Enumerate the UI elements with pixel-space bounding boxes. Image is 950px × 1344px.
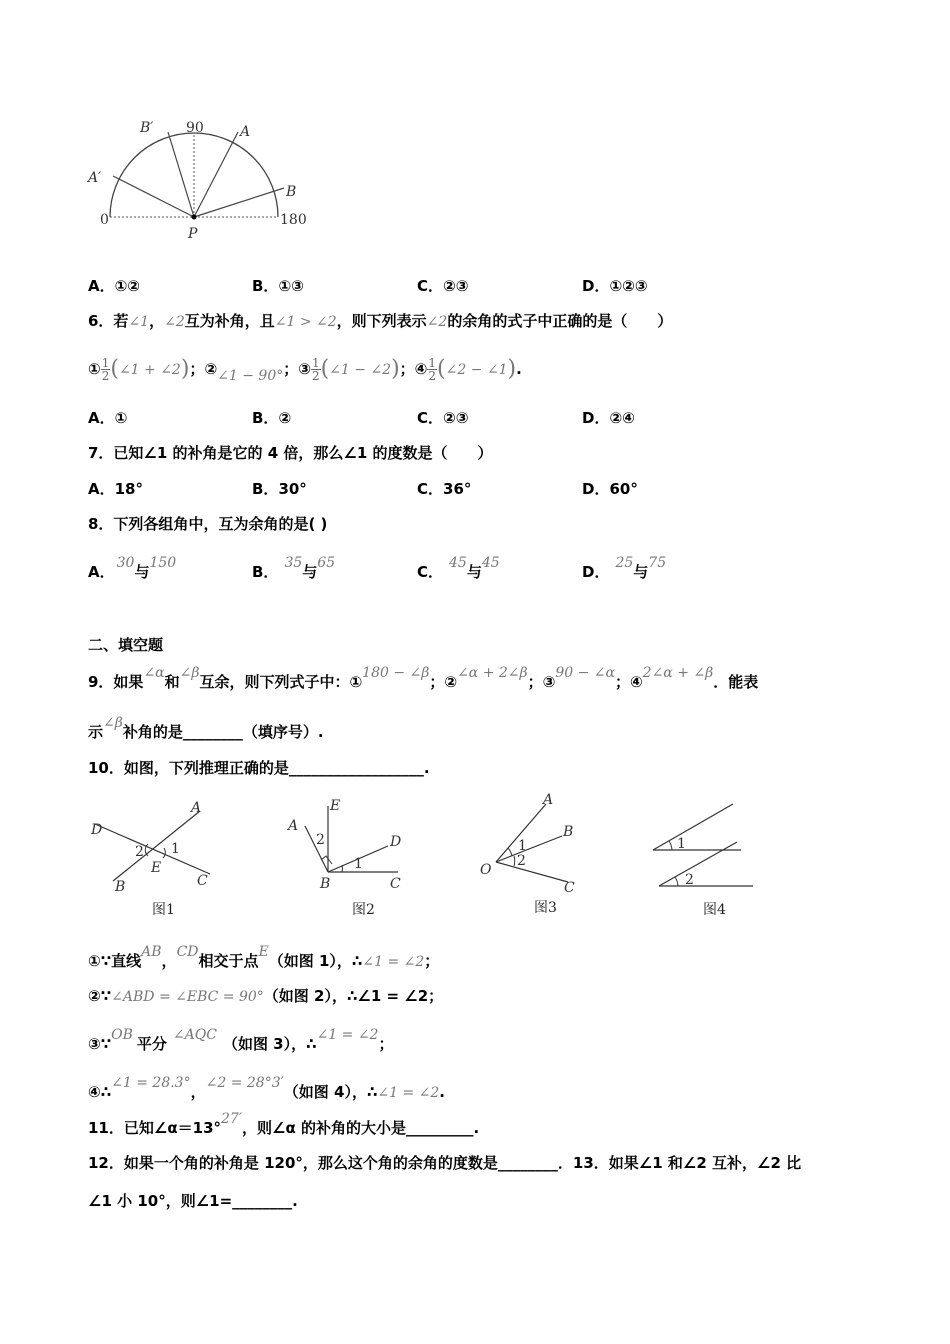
q9-line2: 示∠β补角的是________（填序号）.	[88, 715, 324, 741]
label-a-prime: A′	[88, 170, 102, 186]
label-90: 90	[186, 120, 204, 136]
fig4-caption: 图4	[703, 902, 726, 918]
fig3-c: C	[564, 880, 575, 896]
q6-option-c: C．②③	[417, 409, 469, 427]
label-p: P	[188, 226, 198, 242]
section-title: 二、填空题	[88, 636, 164, 654]
q10-reason-3: ③∵OB 平分 ∠AQC （如图 3），∴∠1 = ∠2；	[88, 1027, 394, 1053]
fig2-1: 1	[354, 856, 363, 872]
fig1-c: C	[197, 873, 208, 889]
label-b: B	[286, 184, 297, 200]
q6-option-d: D．②④	[582, 409, 635, 427]
q6-expressions: ① $\frac{1}{2}$ (∠1 + ∠2)；②∠1 − 90°；③ $\frac{1}{2}$ (∠1 − ∠2)；④ $\frac{1}{2}$ (∠2 − ∠1).	[88, 356, 522, 384]
q12-line1: 12．如果一个角的补角是 120°，那么这个角的余角的度数是________．13．如果∠1 和∠2 互补，∠2 比	[88, 1154, 802, 1172]
fig2-d: D	[390, 834, 402, 850]
fig3-caption: 图3	[534, 900, 557, 915]
q8-option-b: B． 35与65	[252, 555, 336, 581]
fig1-1: 1	[171, 841, 180, 857]
q6-stem: 6．若∠1，∠2互为补角，且∠1 > ∠2，则下列表示∠2的余角的式子中正确的是（ ）	[88, 312, 673, 330]
figure-3	[470, 790, 610, 915]
q9-line1: 9．如果∠α和∠β互余，则下列式子中：①180 − ∠β；②∠α + 2∠β；③90 − ∠α；④2∠α + ∠β．能表	[88, 665, 759, 691]
q5-option-d: D．①②③	[582, 277, 648, 295]
fig4-2: 2	[685, 872, 694, 888]
q5-option-b: B．①③	[252, 277, 304, 295]
q11: 11．已知∠α＝13°27′，则∠α 的补角的大小是_________.	[88, 1111, 480, 1137]
q8-option-d: D． 25与75	[582, 555, 667, 581]
fig1-2: 2	[135, 844, 144, 860]
q7-option-b: B．30°	[252, 480, 307, 498]
q7-option-a: A．18°	[88, 480, 143, 498]
label-a: A	[240, 124, 251, 140]
q7-stem: 7．已知∠1 的补角是它的 4 倍，那么∠1 的度数是（ ）	[88, 444, 493, 462]
q10-reason-1: ①∵直线AB，CD相交于点E（如图 1），∴∠1 = ∠2；	[88, 944, 440, 970]
figure-4	[645, 796, 765, 921]
fig2-e: E	[330, 798, 341, 814]
q10-stem: 10．如图，下列推理正确的是__________________.	[88, 759, 430, 777]
figure-1	[85, 796, 225, 921]
fig3-o: O	[480, 862, 492, 878]
q12-line2: ∠1 小 10°，则∠1=________.	[88, 1192, 298, 1210]
fig3-2: 2	[517, 853, 526, 869]
q8-option-a: A． 30与150	[88, 555, 177, 581]
q5-option-a: A．①②	[88, 277, 141, 295]
label-0: 0	[100, 212, 109, 228]
fig2-2: 2	[316, 832, 325, 848]
q6-option-b: B．②	[252, 409, 292, 427]
fig2-b: B	[320, 876, 331, 892]
q6-option-a: A．①	[88, 409, 128, 427]
q10-reason-2: ②∵∠ABD = ∠EBC = 90°（如图 2），∴∠1 = ∠2；	[88, 987, 444, 1005]
fig1-caption: 图1	[152, 902, 175, 918]
q7-option-c: C．36°	[417, 480, 472, 498]
fig2-caption: 图2	[352, 902, 375, 918]
protractor-figure	[80, 110, 320, 245]
fig2-c: C	[390, 876, 401, 892]
label-b-prime: B′	[140, 120, 154, 136]
q5-option-c: C．②③	[417, 277, 469, 295]
q8-option-c: C． 45与45	[417, 555, 500, 581]
fig1-a: A	[191, 800, 202, 816]
fig1-d: D	[91, 822, 103, 838]
fig4-1: 1	[677, 836, 686, 852]
fig1-e: E	[151, 860, 162, 876]
label-180: 180	[280, 212, 307, 228]
figure-2	[280, 796, 420, 921]
fig3-a: A	[543, 792, 554, 808]
fig3-b: B	[563, 824, 574, 840]
fig3-1: 1	[518, 838, 527, 854]
q7-option-d: D．60°	[582, 480, 638, 498]
q10-reason-4: ④∴∠1 = 28.3°，∠2 = 28°3′（如图 4），∴∠1 = ∠2.	[88, 1075, 445, 1101]
fig2-a: A	[288, 818, 299, 834]
q8-stem: 8．下列各组角中，互为余角的是( )	[88, 515, 328, 533]
fig1-b: B	[115, 879, 126, 895]
